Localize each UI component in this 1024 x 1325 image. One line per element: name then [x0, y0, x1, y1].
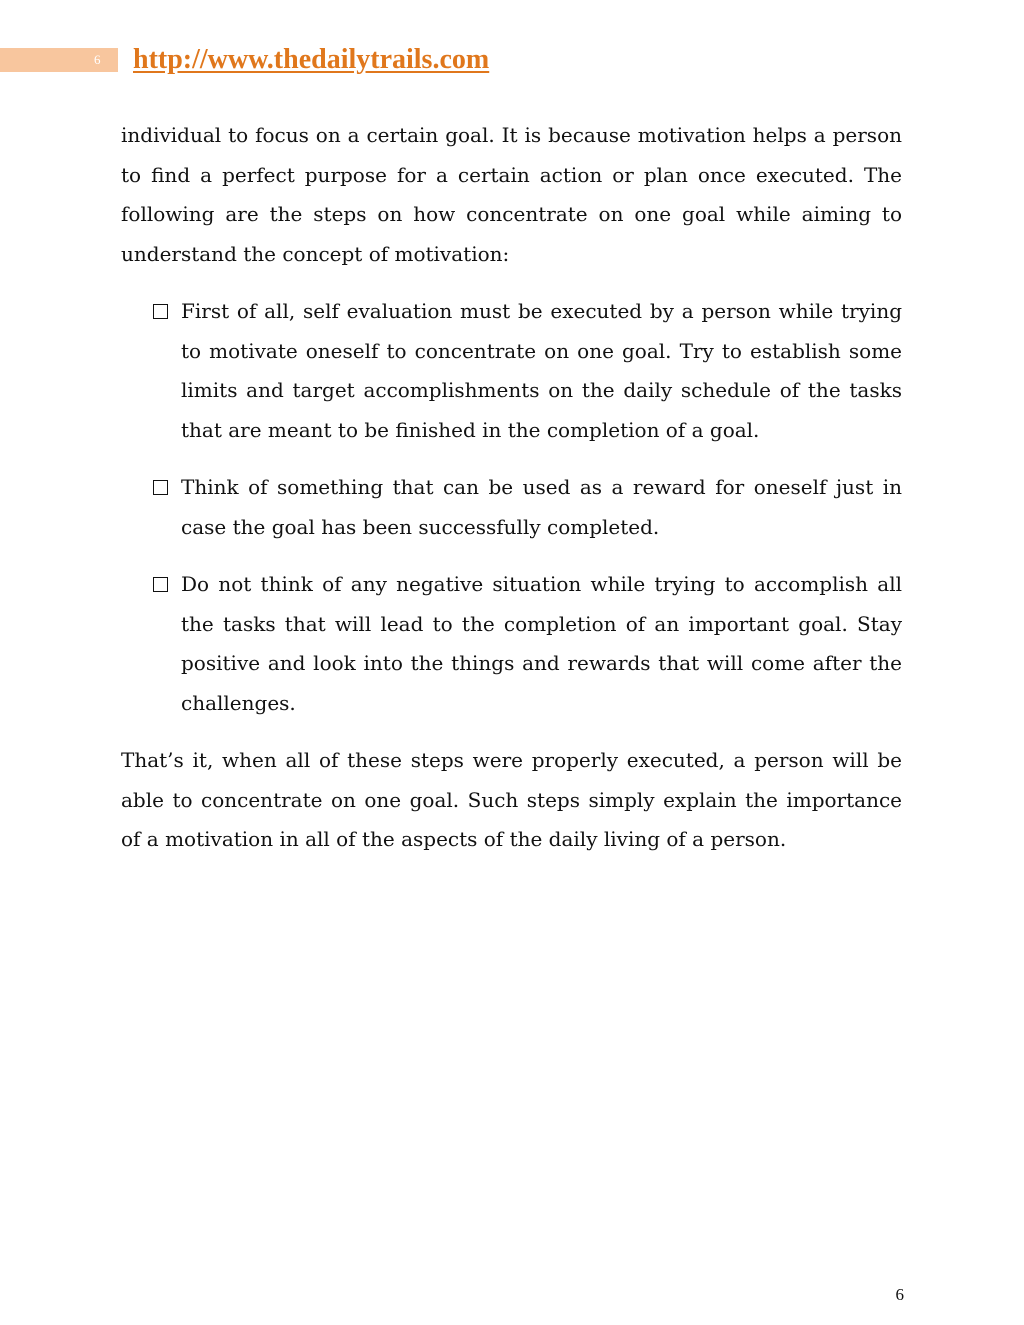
- list-item-text: Do not think of any negative situation while trying to accomplish all the tasks that will lead to the completion of an important goal. Stay positive and look into the things and rewards that will come after the challenges.: [181, 572, 902, 715]
- list-item: [121, 292, 902, 450]
- steps-list: [121, 292, 902, 723]
- page-body: [121, 116, 902, 860]
- intro-paragraph: individual to focus on a certain goal. It is because motivation helps a person to find a perfect purpose for a certain action or plan once executed. The following are the steps on how concentrate on one goal while aiming to understand the concept of motivation:: [121, 123, 902, 266]
- checkbox-icon: [153, 577, 168, 592]
- closing-paragraph: That’s it, when all of these steps were properly executed, a person will be able to concentrate on one goal. Such steps simply explain the importance of a motivation in all of the aspects of the daily living of a person.: [121, 748, 902, 851]
- checkbox-icon: [153, 480, 168, 495]
- list-item: [121, 565, 902, 723]
- header-page-number: 6: [94, 52, 101, 67]
- list-item-text: Think of something that can be used as a reward for oneself just in case the goal has been successfully completed.: [181, 475, 902, 539]
- footer-page-number: 6: [895, 1285, 904, 1304]
- checkbox-icon: [153, 304, 168, 319]
- list-item-text: First of all, self evaluation must be executed by a person while trying to motivate oneself to concentrate on one goal. Try to establish some limits and target accomplishments on the daily schedule of the tasks that are meant to be finished in the completion of a goal.: [181, 299, 902, 442]
- list-item: [121, 468, 902, 547]
- header-url-link[interactable]: http://www.thedailytrails.com: [133, 44, 490, 75]
